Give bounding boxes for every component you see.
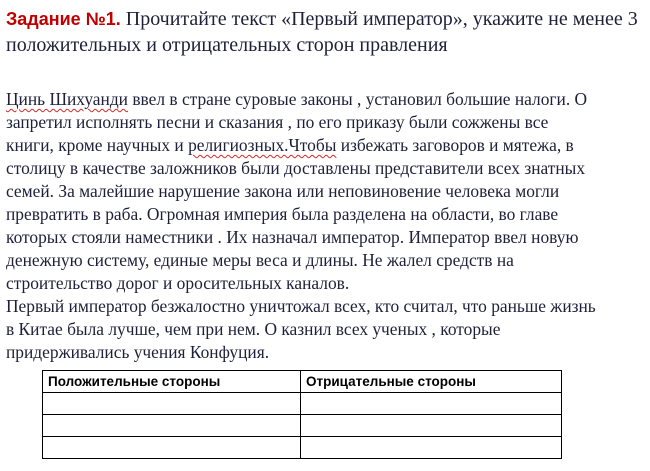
spellcheck-word-name: Цинь Шихуанди — [6, 89, 128, 109]
header-negative-sides: Отрицательные стороны — [301, 371, 562, 393]
passage-line: запретил исполнять песни и сказания , по его приказу были сожжены все — [6, 112, 549, 132]
table-row — [43, 415, 562, 437]
passage-line: превратить в раба. Огромная империя была разделена на области, во главе — [6, 204, 559, 224]
passage-line: денежную систему, единые меры веса и длины. Не жалел средств на — [6, 250, 514, 270]
negative-cell[interactable] — [301, 437, 562, 459]
passage-text: избежать заговоров и мятежа, в — [336, 135, 574, 155]
positive-cell[interactable] — [43, 415, 301, 437]
passage-line — [6, 88, 650, 111]
passage-line: Первый император безжалостно уничтожал всех, кто считал, что раньше жизнь — [6, 296, 596, 316]
spellcheck-word-religious: религиозных.Чтобы — [188, 135, 337, 155]
task-label: Задание №1. — [6, 9, 121, 29]
table-row — [43, 437, 562, 459]
passage-text: ввел в стране суровые законы , установил большие налоги. О — [127, 89, 588, 109]
passage-line: которых стояли наместники . Их назначал император. Император ввел новую — [6, 227, 579, 247]
passage-line: в Китае была лучше, чем при нем. О казнил всех ученых , которые — [6, 319, 501, 339]
sides-table — [42, 370, 562, 459]
task-instruction: Прочитайте текст «Первый император», укажите не менее 3 положительных и отрицательных сторон правления — [6, 8, 638, 56]
passage-line — [6, 134, 650, 157]
passage-line: придерживались учения Конфуция. — [6, 342, 270, 362]
reading-passage — [6, 88, 650, 364]
passage-line: строительство дорог и оросительных каналов. — [6, 273, 350, 293]
passage-line: семей. За малейшие нарушение закона или неповиновение человека могли — [6, 181, 560, 201]
passage-text: книги, кроме научных и — [6, 135, 189, 155]
table-row — [43, 393, 562, 415]
passage-line: столицу в качестве заложников были доставлены представители всех знатных — [6, 158, 586, 178]
task-heading — [6, 6, 646, 58]
negative-cell[interactable] — [301, 415, 562, 437]
header-positive-sides: Положительные стороны — [43, 371, 301, 393]
table-header-row — [43, 371, 562, 393]
positive-cell[interactable] — [43, 393, 301, 415]
negative-cell[interactable] — [301, 393, 562, 415]
positive-cell[interactable] — [43, 437, 301, 459]
